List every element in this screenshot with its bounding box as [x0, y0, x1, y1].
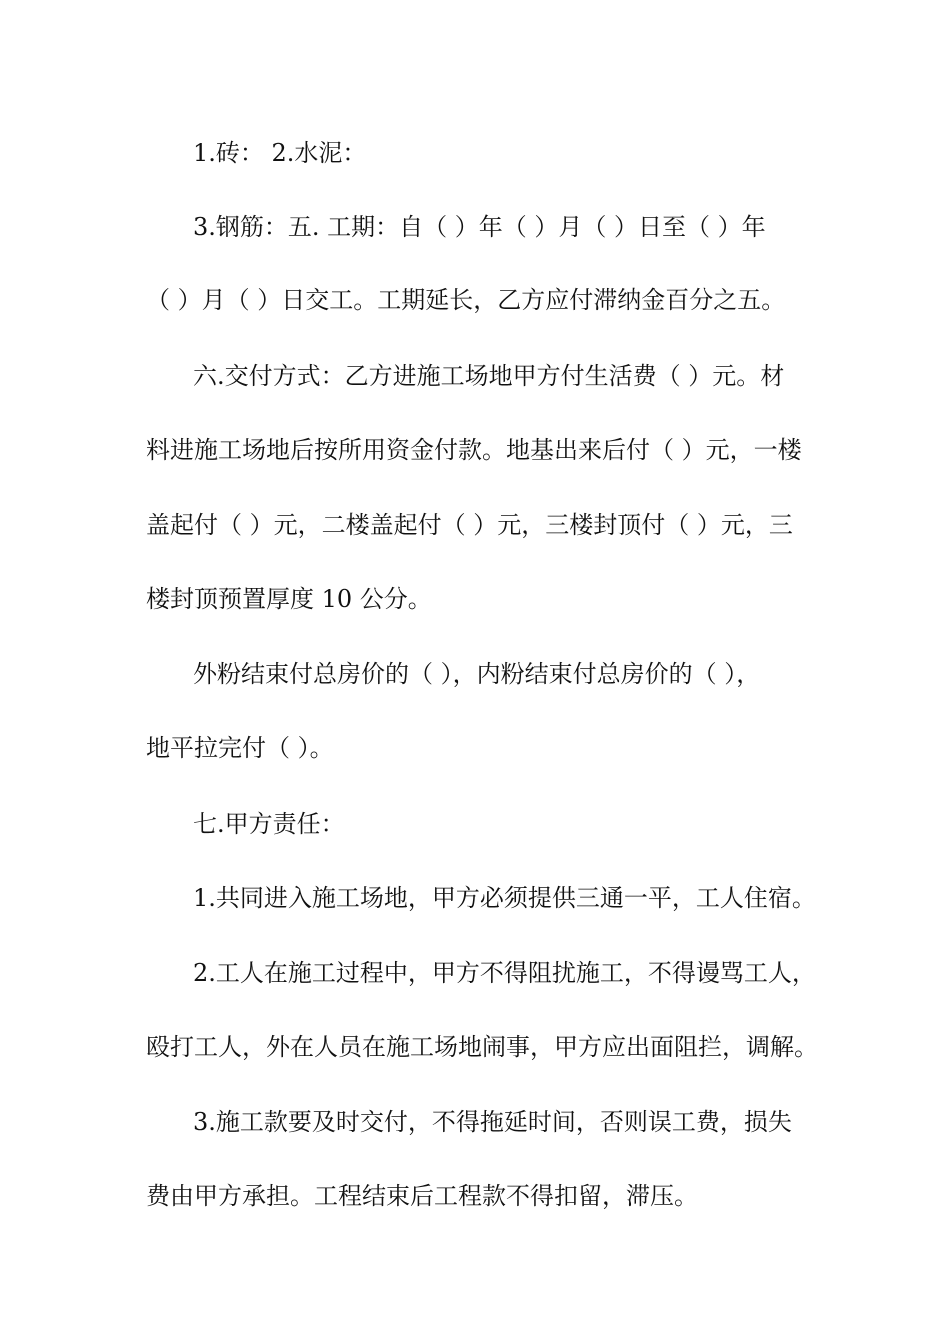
text-line-duty-3: 3.施工款要及时交付，不得拖延时间，否则误工费，损失: [193, 1108, 792, 1136]
text-line-foundation-payment: 料进施工场地后按所用资金付款。地基出来后付（ ）元，一楼: [146, 436, 802, 464]
text-line-floor-payments: 盖起付（ ）元，二楼盖起付（ ）元，三楼封顶付（ ）元，三: [146, 511, 793, 539]
text-line-slab-thickness: 楼封顶预置厚度 10 公分。: [146, 585, 432, 613]
text-line-steel-schedule: 3.钢筋：五. 工期：自（ ）年（ ）月（ ）日至（ ）年: [193, 213, 766, 241]
text-line-materials: 1.砖： 2.水泥：: [193, 139, 367, 167]
text-line-duty-3-cont: 费由甲方承担。工程结束后工程款不得扣留，滞压。: [146, 1182, 698, 1210]
text-line-duty-1: 1.共同进入施工场地，甲方必须提供三通一平，工人住宿。: [193, 884, 816, 912]
text-line-floor-leveling: 地平拉完付（ ）。: [146, 734, 334, 762]
text-line-payment-method: 六.交付方式：乙方进施工场地甲方付生活费（ ）元。材: [193, 362, 785, 390]
text-line-duty-2: 2.工人在施工过程中，甲方不得阻扰施工，不得谩骂工人，: [193, 959, 816, 987]
text-line-duty-2-cont: 殴打工人，外在人员在施工场地闹事，甲方应出面阻拦，调解。: [146, 1033, 818, 1061]
text-line-completion-date: （ ）月（ ）日交工。工期延长，乙方应付滞纳金百分之五。: [146, 286, 786, 314]
section-heading-party-a-duties: 七.甲方责任：: [193, 810, 345, 838]
text-line-plaster-payment: 外粉结束付总房价的（ ），内粉结束付总房价的（ ），: [193, 660, 761, 688]
